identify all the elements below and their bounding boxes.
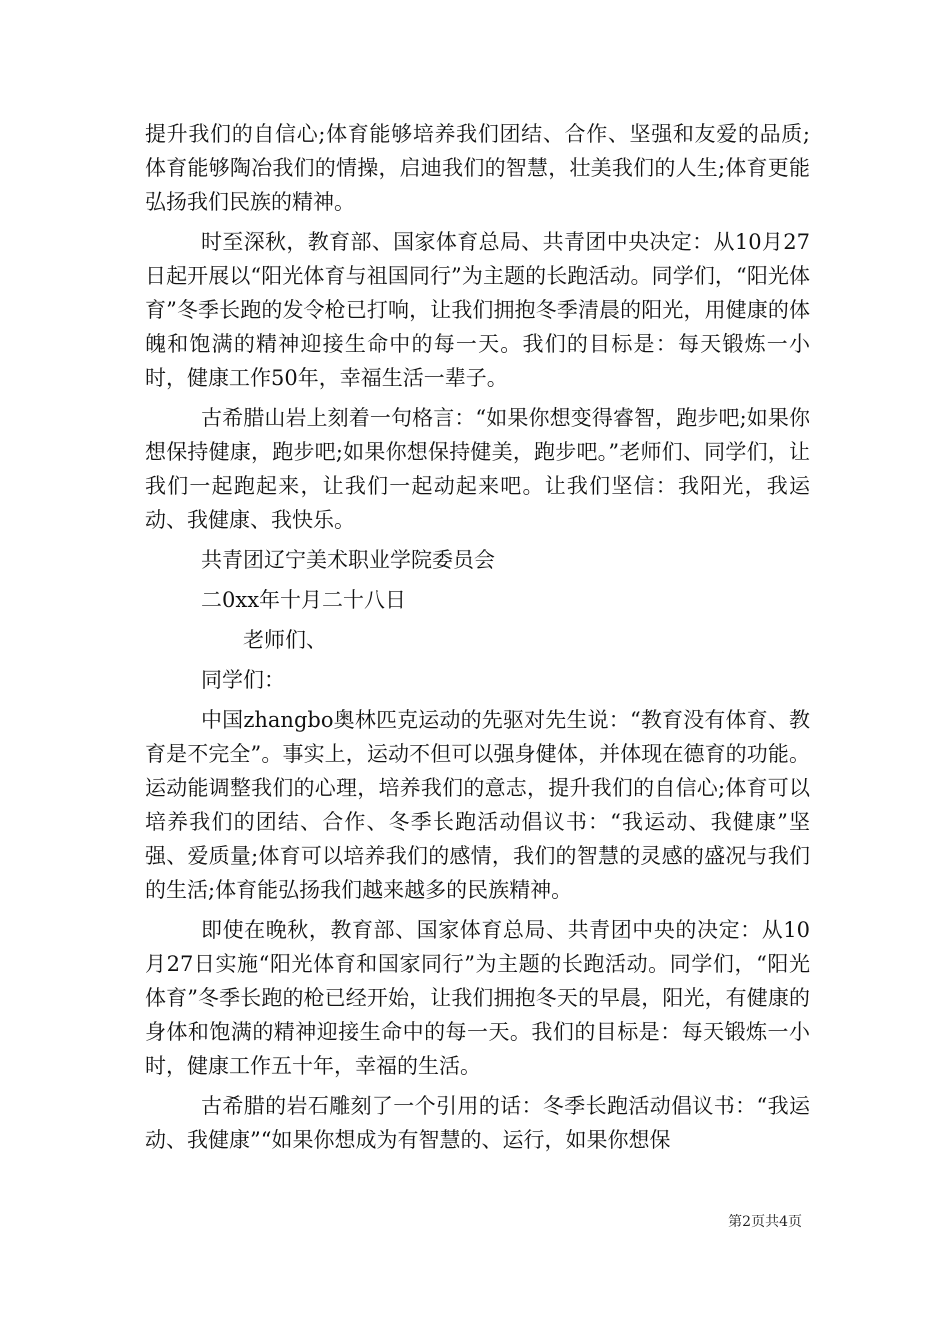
- paragraph-intro-continuation: 提升我们的自信心;体育能够培养我们团结、合作、坚强和友爱的品质;体育能够陶冶我们的情操，启迪我们的智慧，壮美我们的人生;体育更能弘扬我们民族的精神。: [145, 122, 810, 214]
- signature-organization: 共青团辽宁美术职业学院委员会: [201, 548, 495, 572]
- paragraph-olympic-pioneer: 中国zhangbo奥林匹克运动的先驱对先生说：“教育没有体育、教育是不完全”。事实上，运动不但可以强身健体，并体现在德育的功能。运动能调整我们的心理，培养我们的意志，提升我们的自信心;体育可以培养我们的团结、合作、冬季长跑活动倡议书：“我运动、我健康”坚强、爱质量;体育可以培养我们的感情，我们的智慧的灵感的盛况与我们的生活;体育能弘扬我们越来越多的民族精神。: [145, 708, 810, 902]
- page-number-footer: 第2页共4页: [728, 1214, 802, 1230]
- signature-date: 二0xx年十月二十八日: [201, 588, 407, 612]
- salutation-students: 同学们：: [201, 668, 285, 692]
- paragraph-late-autumn-announcement: 时至深秋，教育部、国家体育总局、共青团中央决定：从10月27日起开展以“阳光体育与祖国同行”为主题的长跑活动。同学们，“阳光体育”冬季长跑的发令枪已打响，让我们拥抱冬季清晨的阳光，用健康的体魄和饱满的精神迎接生命中的每一天。我们的目标是：每天锻炼一小时，健康工作50年，幸福生活一辈子。: [145, 230, 810, 390]
- paragraph-greek-rock-quote: 古希腊的岩石雕刻了一个引用的话：冬季长跑活动倡议书：“我运动、我健康”“如果你想成为有智慧的、运行，如果你想保: [145, 1094, 810, 1152]
- document-body: [145, 117, 810, 1163]
- paragraph-late-autumn-version-two: 即使在晚秋，教育部、国家体育总局、共青团中央的决定：从10月27日实施“阳光体育和国家同行”为主题的长跑活动。同学们，“阳光体育”冬季长跑的枪已经开始，让我们拥抱冬天的早晨，阳光，有健康的身体和饱满的精神迎接生命中的每一天。我们的目标是：每天锻炼一小时，健康工作五十年，幸福的生活。: [145, 918, 810, 1078]
- paragraph-greek-motto: 古希腊山岩上刻着一句格言：“如果你想变得睿智，跑步吧;如果你想保持健康，跑步吧;如果你想保持健美，跑步吧。”老师们、同学们，让我们一起跑起来，让我们一起动起来吧。让我们坚信：我阳光，我运动、我健康、我快乐。: [145, 406, 810, 532]
- salutation-teachers: 老师们、: [243, 628, 327, 652]
